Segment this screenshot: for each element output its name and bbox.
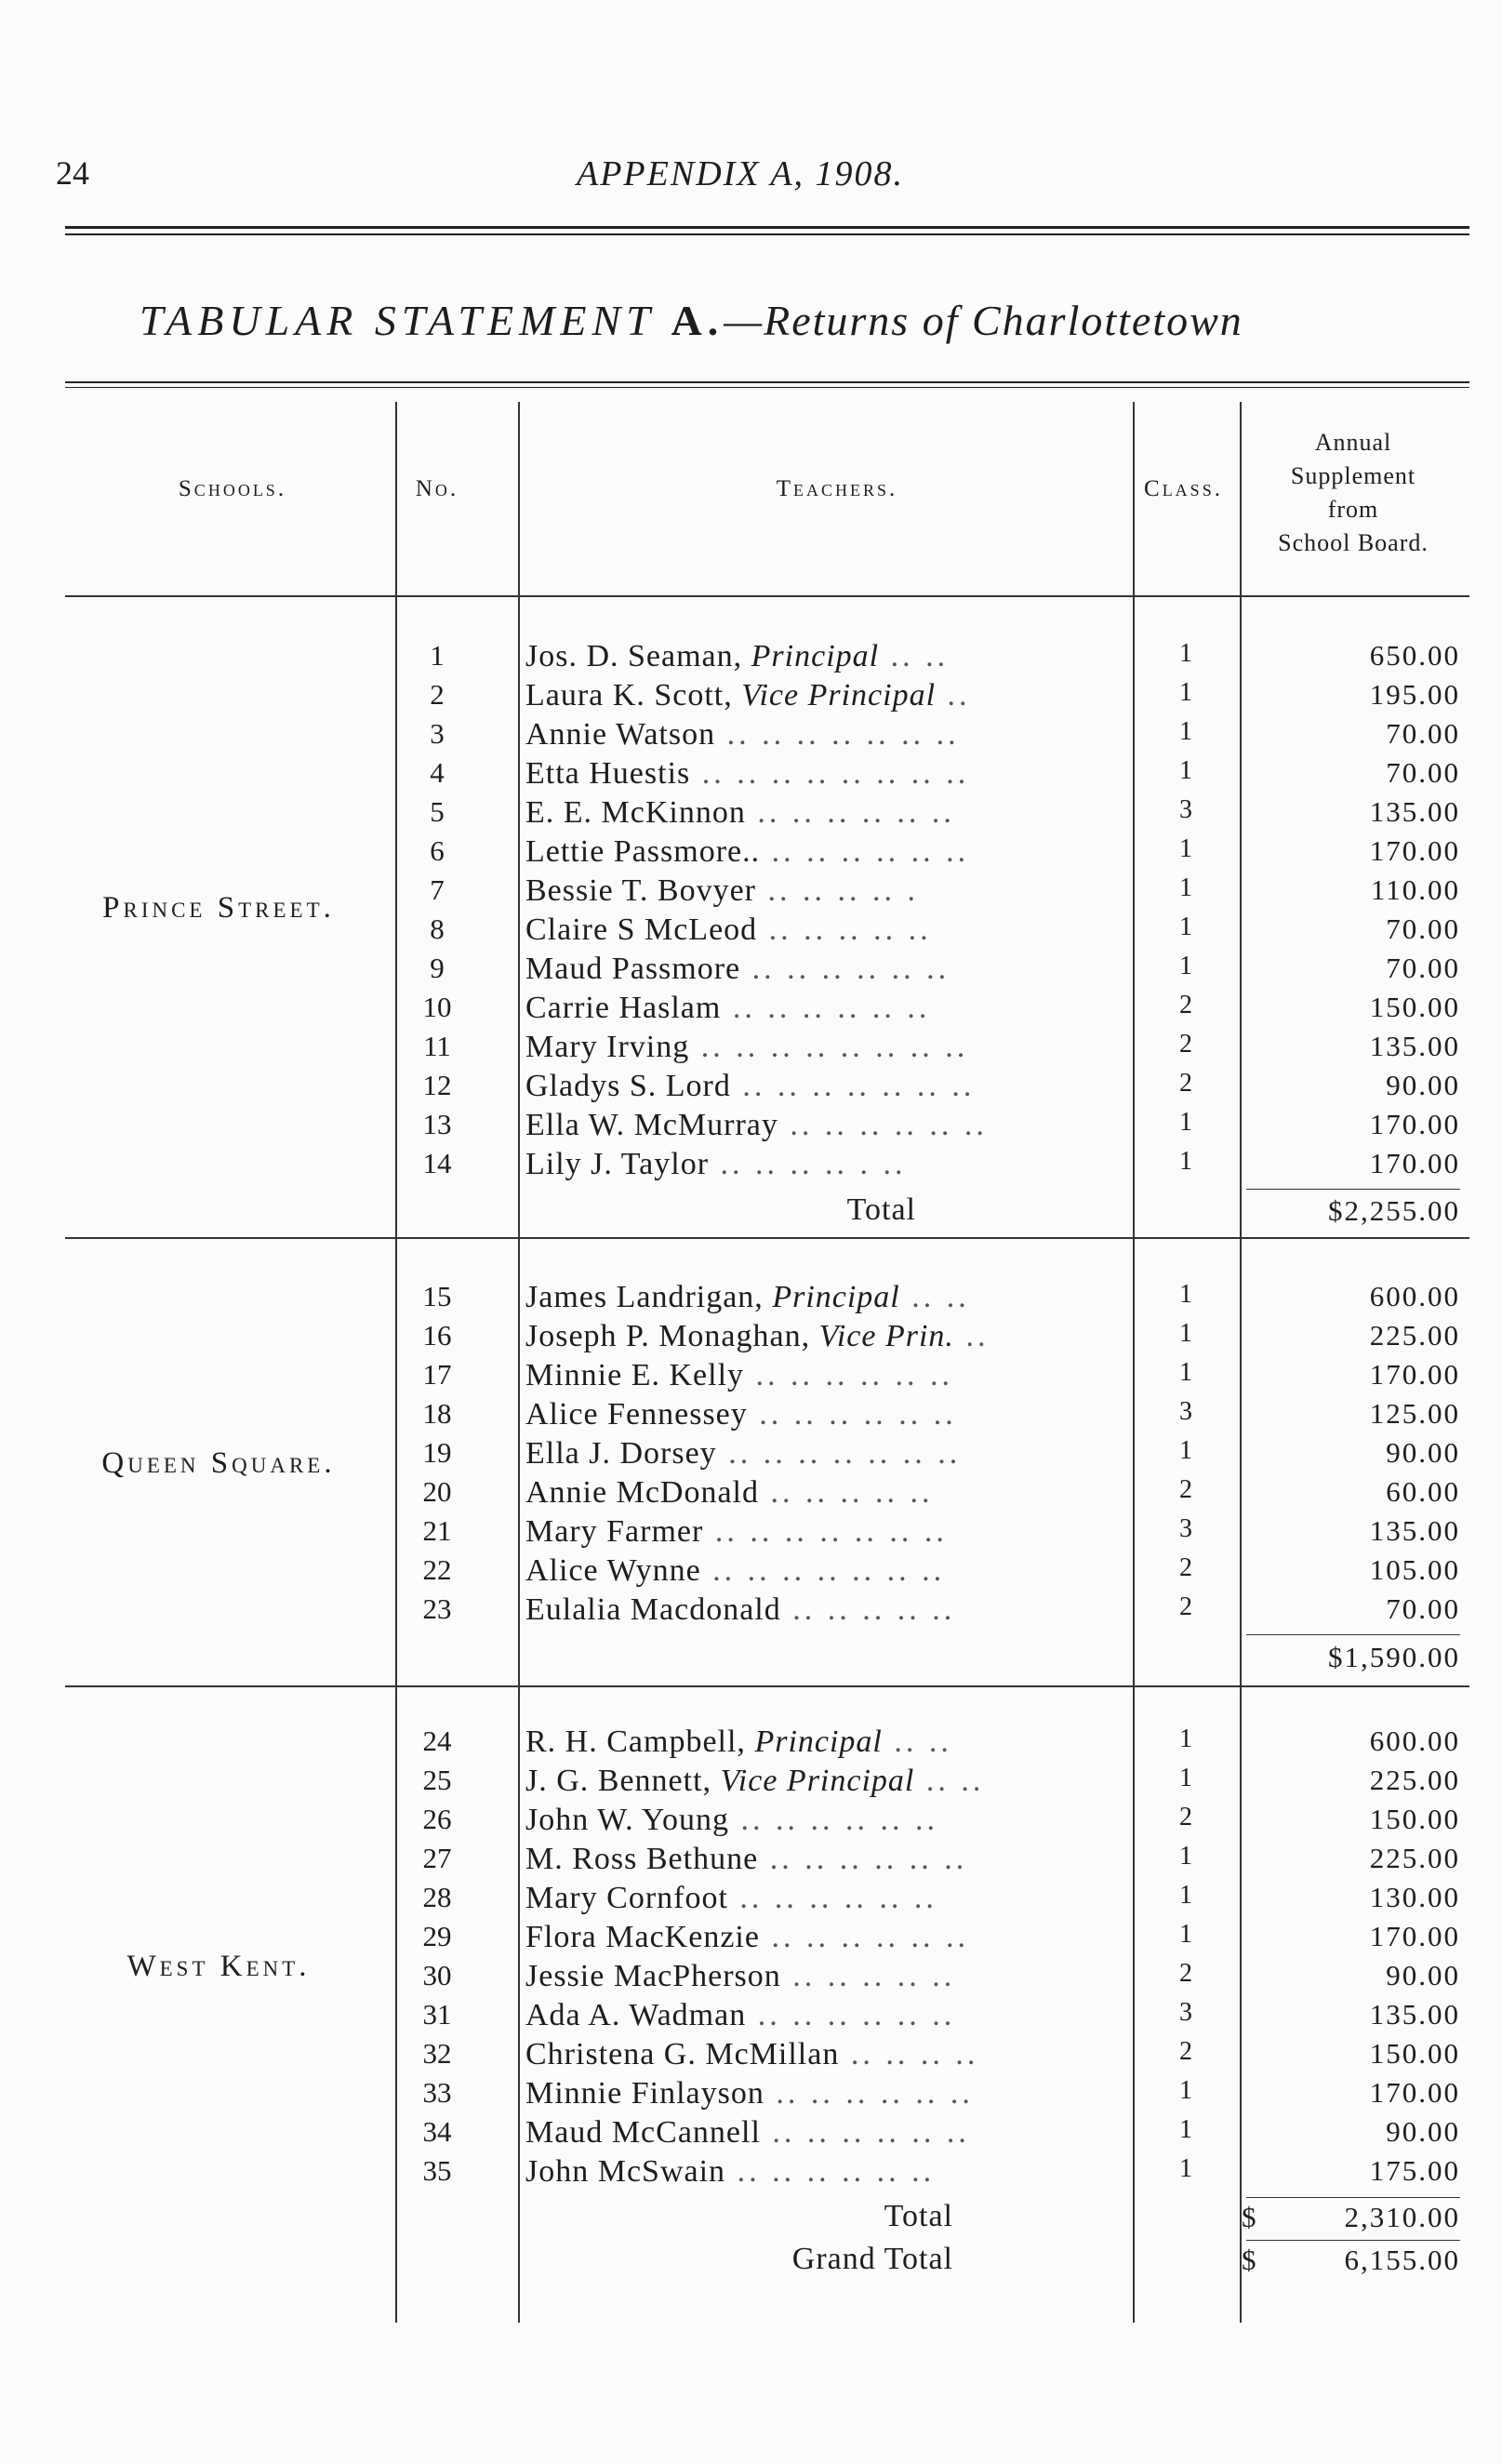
teacher-cell	[525, 952, 1130, 987]
teacher-cell	[525, 1803, 1130, 1838]
annual-line-3: from	[1327, 496, 1379, 523]
supplement-amount: 70.00	[1386, 912, 1460, 945]
teacher-cell	[525, 639, 1130, 674]
leader-dots: .. .. .. .. .	[756, 873, 919, 908]
currency-symbol: $	[1242, 2244, 1258, 2276]
teacher-name: Alice Wynne	[525, 1553, 701, 1588]
title-letter: A.	[671, 297, 724, 344]
table-row	[0, 1959, 1502, 1998]
teacher-cell	[525, 991, 1130, 1026]
table-row	[0, 1553, 1502, 1592]
teacher-name: James Landrigan,	[525, 1280, 764, 1314]
section-divider	[65, 1237, 1469, 1239]
teacher-cell	[525, 1764, 1130, 1799]
class-value: 1	[1179, 873, 1192, 902]
teacher-name: Mary Irving	[525, 1030, 690, 1064]
row-number: 25	[422, 1764, 452, 1796]
table-row	[0, 952, 1502, 991]
row-number: 8	[430, 912, 445, 945]
teacher-name: Minnie Finlayson	[525, 2076, 764, 2111]
total-amount-cell	[1242, 2201, 1460, 2234]
teacher-cell	[525, 1280, 1130, 1315]
supplement-amount: 90.00	[1386, 2115, 1460, 2148]
subtotal-rule	[1246, 1634, 1460, 1635]
leader-dots: ..	[953, 1319, 990, 1353]
row-number: 23	[422, 1592, 452, 1625]
leader-dots: .. ..	[899, 1280, 970, 1314]
row-number: 30	[422, 1959, 452, 1991]
table-row	[0, 678, 1502, 717]
running-head	[56, 153, 1451, 209]
class-value: 2	[1179, 1803, 1192, 1831]
teacher-name: John McSwain	[525, 2154, 726, 2189]
supplement-amount: 90.00	[1386, 1069, 1460, 1101]
leader-dots: .. .. .. .. .. ..	[745, 795, 955, 830]
supplement-amount: 60.00	[1386, 1475, 1460, 1508]
header-bottom-rule	[65, 595, 1469, 597]
row-number: 10	[422, 991, 452, 1023]
row-number: 22	[422, 1553, 452, 1586]
leader-dots: ..	[936, 678, 971, 713]
leader-dots: .. .. .. .. .. .. ..	[700, 1553, 946, 1588]
row-number: 29	[422, 1920, 452, 1952]
leader-dots: .. .. .. .. .. ..	[728, 1803, 938, 1837]
grand-total-amount: 6,155.00	[1344, 2244, 1460, 2276]
table-row	[0, 1803, 1502, 1842]
table-row	[0, 1842, 1502, 1881]
teacher-name: John W. Young	[525, 1803, 729, 1837]
teacher-role: Vice Prin.	[818, 1319, 954, 1353]
supplement-amount: 170.00	[1369, 1358, 1460, 1391]
row-number: 26	[422, 1803, 452, 1835]
teacher-name: Joseph P. Monaghan,	[525, 1319, 811, 1353]
subtotal-rule	[1246, 1189, 1460, 1190]
row-number: 18	[422, 1397, 452, 1430]
class-value: 1	[1179, 1358, 1192, 1387]
supplement-amount: 150.00	[1369, 2037, 1460, 2070]
table-row	[0, 1881, 1502, 1920]
teacher-name: Flora MacKenzie	[525, 1920, 760, 1954]
class-value: 2	[1179, 1553, 1192, 1582]
table-title	[140, 296, 1488, 345]
class-value: 1	[1179, 1147, 1192, 1176]
teacher-cell	[525, 912, 1130, 948]
teacher-name: Christena G. McMillan	[525, 2037, 840, 2071]
teacher-name: R. H. Campbell,	[525, 1725, 746, 1759]
row-number: 3	[430, 717, 445, 750]
teacher-cell	[525, 2037, 1130, 2072]
leader-dots: .. .. .. .. .. ..	[747, 1397, 957, 1432]
table-top-rule	[65, 381, 1469, 383]
teacher-name: Mary Cornfoot	[525, 1881, 728, 1915]
supplement-amount: 110.00	[1370, 873, 1460, 906]
row-number: 21	[422, 1514, 452, 1547]
class-value: 1	[1179, 639, 1192, 668]
row-number: 31	[422, 1998, 452, 2031]
class-value: 2	[1179, 991, 1192, 1019]
class-value: 1	[1179, 834, 1192, 863]
grand-total-cell	[1242, 2244, 1460, 2277]
header-rule	[65, 226, 1469, 229]
leader-dots: .. ..	[882, 1725, 952, 1759]
row-number: 15	[422, 1280, 452, 1312]
class-value: 1	[1179, 2154, 1192, 2183]
table-row	[0, 1475, 1502, 1514]
table-row	[0, 756, 1502, 795]
leader-dots: .. .. .. .. ..	[757, 912, 932, 947]
supplement-amount: 195.00	[1369, 678, 1460, 711]
teacher-cell	[525, 1147, 1130, 1182]
appendix-heading: APPENDIX A, 1908.	[577, 154, 905, 193]
total-label: Total	[884, 2199, 953, 2233]
class-value: 2	[1179, 1069, 1192, 1098]
supplement-amount: 105.00	[1369, 1553, 1460, 1586]
teacher-cell	[525, 1069, 1130, 1104]
table-row	[0, 1592, 1502, 1632]
teacher-cell	[525, 1553, 1130, 1589]
class-value: 1	[1179, 1108, 1192, 1137]
teacher-cell	[525, 1592, 1130, 1628]
row-number: 24	[422, 1725, 452, 1757]
annual-line-2: Supplement	[1290, 462, 1416, 489]
class-value: 3	[1179, 1397, 1192, 1426]
teacher-cell	[525, 1397, 1130, 1432]
column-header-schools: Schools.	[178, 476, 287, 501]
supplement-amount: 650.00	[1369, 639, 1460, 672]
class-value: 2	[1179, 1959, 1192, 1988]
school-west-kent: West Kent.	[126, 1950, 311, 1983]
table-row	[0, 834, 1502, 873]
currency-symbol: $	[1242, 2201, 1258, 2233]
supplement-amount: 225.00	[1369, 1842, 1460, 1874]
teacher-cell	[525, 1475, 1130, 1511]
teacher-cell	[525, 795, 1130, 831]
teacher-name: Ella J. Dorsey	[525, 1436, 717, 1471]
column-header-no: No.	[415, 476, 459, 501]
row-number: 2	[430, 678, 445, 711]
teacher-name: Carrie Haslam	[525, 991, 722, 1025]
teacher-cell	[525, 1514, 1130, 1550]
row-number: 1	[430, 639, 445, 672]
teacher-name: Lettie Passmore..	[525, 834, 761, 869]
leader-dots: .. .. .. .. .. ..	[744, 1358, 954, 1392]
table-row	[0, 873, 1502, 912]
leader-dots: .. .. .. .. .. ..	[740, 952, 950, 986]
leader-dots: .. .. .. .. ..	[780, 1959, 956, 1993]
teacher-cell	[525, 1319, 1130, 1354]
supplement-amount: 225.00	[1369, 1319, 1460, 1352]
supplement-amount: 70.00	[1386, 756, 1460, 789]
row-number: 12	[422, 1069, 452, 1101]
class-value: 1	[1179, 1319, 1192, 1348]
class-value: 3	[1179, 1514, 1192, 1543]
teacher-role: Principal	[754, 1725, 883, 1759]
class-value: 3	[1179, 795, 1192, 824]
table-row	[0, 1147, 1502, 1186]
class-value: 1	[1179, 756, 1192, 785]
table-row	[0, 1030, 1502, 1069]
teacher-name: Annie McDonald	[525, 1475, 760, 1510]
row-number: 4	[430, 756, 445, 789]
table-row	[0, 1764, 1502, 1803]
supplement-amount: 150.00	[1369, 991, 1460, 1023]
table-row	[0, 1358, 1502, 1397]
table-row	[0, 639, 1502, 678]
teacher-role: Vice Principal	[741, 678, 937, 713]
school-queen-square: Queen Square.	[101, 1446, 336, 1480]
class-value: 1	[1179, 717, 1192, 746]
teacher-name: Ada A. Wadman	[525, 1998, 747, 2032]
teacher-name: Lily J. Taylor	[525, 1147, 710, 1181]
table-row	[0, 1436, 1502, 1475]
total-amount: $2,255.00	[1328, 1194, 1460, 1227]
supplement-amount: 170.00	[1369, 1920, 1460, 1952]
teacher-cell	[525, 717, 1130, 753]
supplement-amount: 150.00	[1369, 1803, 1460, 1835]
teacher-cell	[525, 756, 1130, 792]
teacher-name: Claire S McLeod	[525, 912, 758, 947]
teacher-cell	[525, 1920, 1130, 1955]
teacher-name: Jessie MacPherson	[525, 1959, 781, 1993]
leader-dots: .. .. .. .. .. ..	[760, 2115, 970, 2150]
table-row	[0, 1319, 1502, 1358]
leader-dots: .. .. .. .. .. .. ..	[703, 1514, 948, 1549]
teacher-name: Alice Fennessey	[525, 1397, 748, 1432]
leader-dots: .. .. .. .. .. .. ..	[716, 1436, 962, 1471]
class-value: 1	[1179, 2076, 1192, 2105]
total-amount: $1,590.00	[1328, 1641, 1460, 1673]
teacher-name: E. E. McKinnon	[525, 795, 746, 830]
class-value: 1	[1179, 1920, 1192, 1949]
annual-line-1: Annual	[1314, 429, 1392, 456]
row-number: 20	[422, 1475, 452, 1508]
page-number: 24	[56, 154, 89, 192]
supplement-amount: 225.00	[1369, 1764, 1460, 1796]
title-sub: —Returns of Charlottetown	[724, 297, 1243, 344]
table-row	[0, 1998, 1502, 2037]
teacher-cell	[525, 1108, 1130, 1143]
leader-dots: .. ..	[879, 639, 950, 673]
leader-dots: .. .. .. .. .. .. .. ..	[689, 1030, 969, 1064]
class-value: 1	[1179, 678, 1192, 707]
teacher-cell	[525, 1436, 1130, 1472]
teacher-cell	[525, 2115, 1130, 2151]
leader-dots: .. .. .. .. .. ..	[760, 834, 970, 869]
teacher-name: J. G. Bennett,	[525, 1764, 712, 1798]
class-value: 2	[1179, 1475, 1192, 1504]
class-value: 1	[1179, 1436, 1192, 1465]
teacher-cell	[525, 834, 1130, 870]
teacher-role: Vice Principal	[720, 1764, 915, 1798]
class-value: 1	[1179, 2115, 1192, 2144]
row-number: 34	[422, 2115, 452, 2148]
teacher-name: Minnie E. Kelly	[525, 1358, 745, 1392]
teacher-cell	[525, 1030, 1130, 1065]
table-row	[0, 1920, 1502, 1959]
class-value: 1	[1179, 1764, 1192, 1792]
class-value: 1	[1179, 1842, 1192, 1871]
school-prince-street: Prince Street.	[102, 891, 335, 925]
teacher-cell	[525, 1842, 1130, 1877]
supplement-amount: 90.00	[1386, 1436, 1460, 1469]
class-value: 2	[1179, 1592, 1192, 1621]
grand-total-rule	[1246, 2240, 1460, 2241]
teacher-name: Mary Farmer	[525, 1514, 704, 1549]
teacher-name: Maud Passmore	[525, 952, 741, 986]
table-row	[0, 1514, 1502, 1553]
section-divider	[65, 1685, 1469, 1687]
column-header-annual-supplement	[1237, 426, 1469, 560]
table-row	[0, 912, 1502, 952]
leader-dots: .. .. .. .. .. ..	[778, 1108, 988, 1142]
supplement-amount: 135.00	[1369, 1030, 1460, 1062]
annual-line-4: School Board.	[1278, 529, 1429, 556]
leader-dots: .. .. .. .. .. ..	[759, 1920, 969, 1954]
teacher-name: Ella W. McMurray	[525, 1108, 778, 1142]
teacher-cell	[525, 873, 1130, 909]
class-value: 2	[1179, 2037, 1192, 2066]
supplement-amount: 125.00	[1369, 1397, 1460, 1430]
teacher-cell	[525, 1998, 1130, 2033]
class-value: 3	[1179, 1998, 1192, 2027]
teacher-name: Etta Huestis	[525, 756, 691, 791]
row-number: 6	[430, 834, 445, 867]
teacher-name: Maud McCannell	[525, 2115, 761, 2150]
row-number: 5	[430, 795, 445, 828]
header-rule-thin	[65, 233, 1469, 235]
class-value: 2	[1179, 1030, 1192, 1059]
supplement-amount: 170.00	[1369, 1147, 1460, 1179]
teacher-name: Laura K. Scott,	[525, 678, 733, 713]
teacher-cell	[525, 2076, 1130, 2111]
leader-dots: .. .. .. .. .. ..	[764, 2076, 974, 2111]
class-value: 1	[1179, 1280, 1192, 1309]
supplement-amount: 90.00	[1386, 1959, 1460, 1991]
row-number: 16	[422, 1319, 452, 1352]
table-row	[0, 2115, 1502, 2154]
table-row	[0, 2037, 1502, 2076]
supplement-amount: 135.00	[1369, 1998, 1460, 2031]
supplement-amount: 70.00	[1386, 717, 1460, 750]
row-number: 11	[423, 1030, 451, 1062]
supplement-amount: 70.00	[1386, 952, 1460, 984]
teacher-role: Principal	[751, 639, 880, 673]
title-main: TABULAR STATEMENT	[140, 297, 655, 344]
teacher-cell	[525, 1725, 1130, 1760]
leader-dots: .. .. .. .. .. .. ..	[715, 717, 960, 752]
leader-dots: .. .. .. .. .. ..	[746, 1998, 956, 2032]
leader-dots: .. .. .. .. .. ..	[721, 991, 931, 1025]
supplement-amount: 175.00	[1369, 2154, 1460, 2187]
teacher-name: Annie Watson	[525, 717, 716, 752]
teacher-cell	[525, 1881, 1130, 1916]
total-amount: 2,310.00	[1344, 2201, 1460, 2233]
supplement-amount: 170.00	[1369, 834, 1460, 867]
row-number: 32	[422, 2037, 452, 2070]
total-label: Total	[846, 1192, 916, 1227]
supplement-amount: 170.00	[1369, 1108, 1460, 1140]
teacher-name: Gladys S. Lord	[525, 1069, 731, 1103]
supplement-amount: 135.00	[1369, 795, 1460, 828]
table-row	[0, 795, 1502, 834]
leader-dots: .. .. .. .. .. ..	[758, 1842, 968, 1876]
teacher-name: Eulalia Macdonald	[525, 1592, 781, 1627]
teacher-cell	[525, 678, 1130, 713]
supplement-amount: 600.00	[1369, 1280, 1460, 1312]
leader-dots: .. ..	[914, 1764, 985, 1798]
row-number: 7	[430, 873, 445, 906]
supplement-amount: 135.00	[1369, 1514, 1460, 1547]
supplement-amount: 170.00	[1369, 2076, 1460, 2109]
teacher-cell	[525, 2154, 1130, 2190]
leader-dots: .. .. .. .. .. .. ..	[730, 1069, 976, 1103]
table-row	[0, 2076, 1502, 2115]
teacher-cell	[525, 1959, 1130, 1994]
leader-dots: .. .. .. .. ..	[759, 1475, 934, 1510]
row-number: 33	[422, 2076, 452, 2109]
teacher-name: Jos. D. Seaman,	[525, 639, 743, 673]
row-number: 19	[422, 1436, 452, 1469]
leader-dots: .. .. .. .. .. ..	[727, 1881, 937, 1915]
leader-dots: .. .. .. ..	[839, 2037, 979, 2071]
table-row	[0, 717, 1502, 756]
class-value: 1	[1179, 1881, 1192, 1910]
row-number: 35	[422, 2154, 452, 2187]
leader-dots: .. .. .. .. ..	[780, 1592, 956, 1627]
table-row	[0, 991, 1502, 1030]
class-value: 1	[1179, 952, 1192, 980]
table-row	[0, 1108, 1502, 1147]
leader-dots: .. .. .. .. . ..	[709, 1147, 907, 1181]
row-number: 17	[422, 1358, 452, 1391]
subtotal-rule	[1246, 2197, 1460, 2198]
table-row	[0, 1725, 1502, 1764]
table-top-rule-thin	[65, 387, 1469, 388]
leader-dots: .. .. .. .. .. .. .. ..	[690, 756, 970, 791]
class-value: 1	[1179, 912, 1192, 941]
row-number: 13	[422, 1108, 452, 1140]
teacher-role: Principal	[772, 1280, 900, 1314]
class-value: 1	[1179, 1725, 1192, 1753]
table-row	[0, 1397, 1502, 1436]
table-row	[0, 2154, 1502, 2193]
teacher-name: Bessie T. Bovyer	[525, 873, 756, 908]
supplement-amount: 130.00	[1369, 1881, 1460, 1913]
column-header-class: Class.	[1144, 476, 1223, 501]
teacher-name: M. Ross Bethune	[525, 1842, 759, 1876]
grand-total-label: Grand Total	[791, 2242, 953, 2276]
table-row	[0, 1069, 1502, 1108]
leader-dots: .. .. .. .. .. ..	[725, 2154, 936, 2189]
row-number: 9	[430, 952, 445, 984]
row-number: 14	[422, 1147, 452, 1179]
row-number: 28	[422, 1881, 452, 1913]
table-row	[0, 1280, 1502, 1319]
supplement-amount: 70.00	[1386, 1592, 1460, 1625]
teacher-cell	[525, 1358, 1130, 1393]
row-number: 27	[422, 1842, 452, 1874]
column-header-teachers: Teachers.	[776, 476, 898, 501]
supplement-amount: 600.00	[1369, 1725, 1460, 1757]
